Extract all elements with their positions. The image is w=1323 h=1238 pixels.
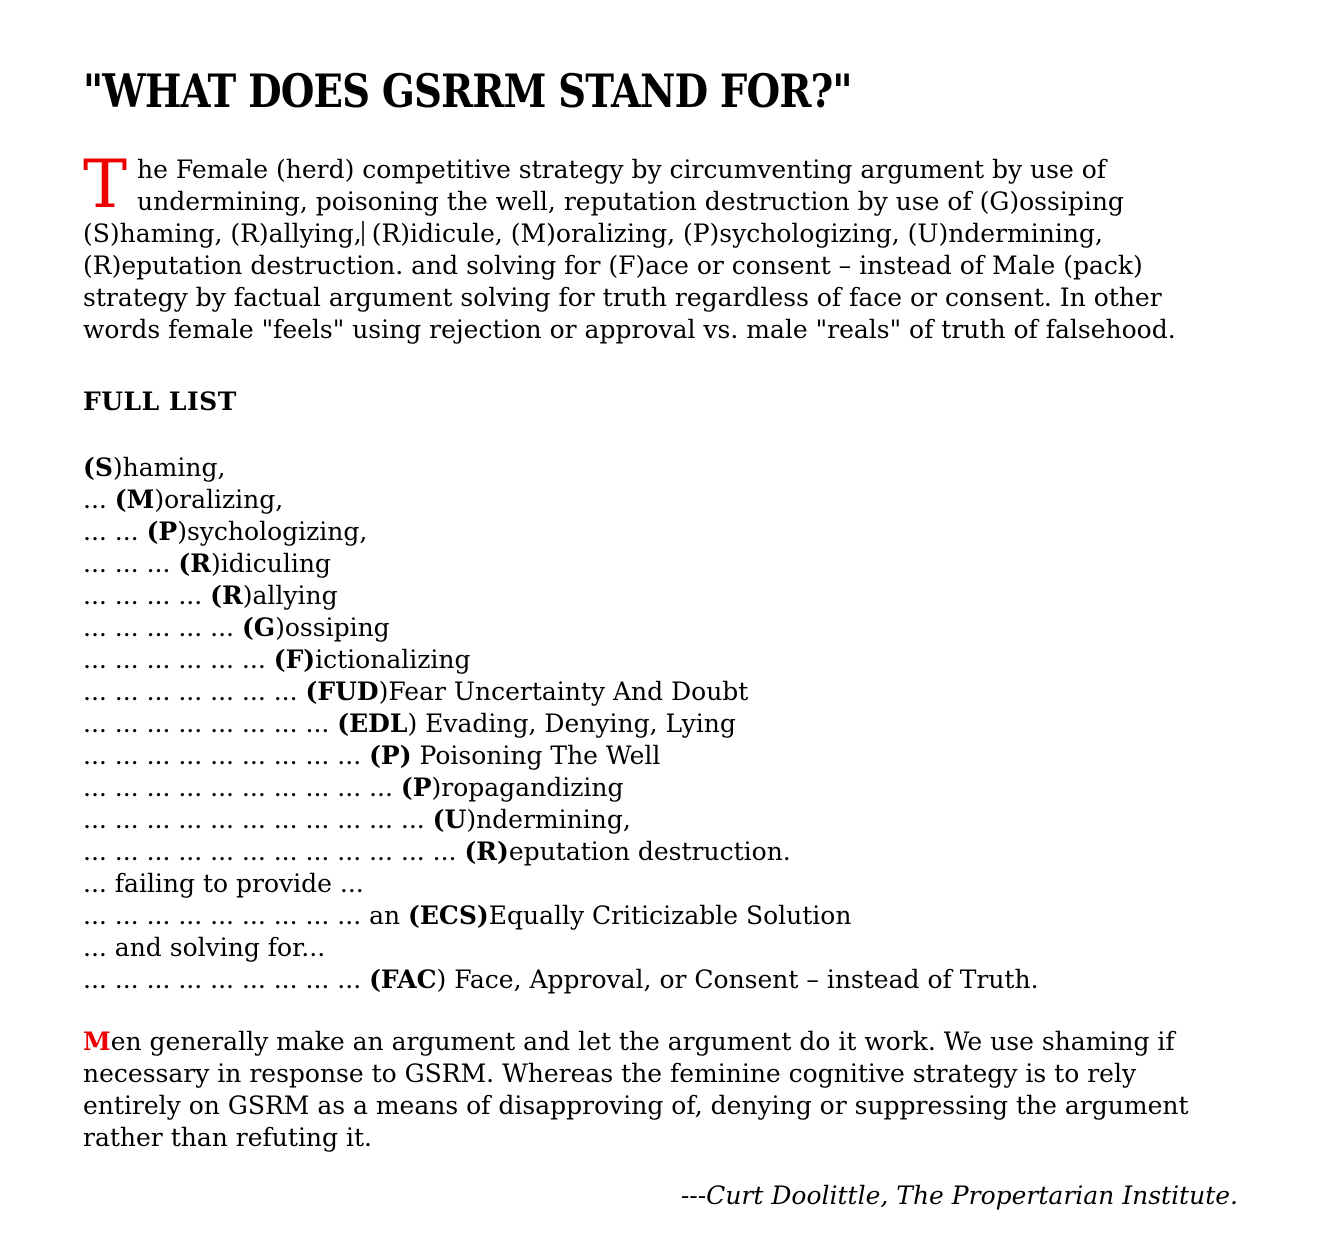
list-item-prefix: ... and solving for... [83,933,326,962]
list-item-acronym: (R [178,549,211,578]
list-item-acronym: (FAC [369,965,437,994]
list-item-text: )ropagandizing [431,773,624,802]
list-item [83,548,1238,580]
list-item [83,740,1238,772]
full-list-heading: FULL LIST [83,387,237,416]
list-item [83,900,1238,932]
list-item-acronym: (S [83,453,113,482]
list-item [83,484,1238,516]
list-item-text: )sychologizing, [177,517,368,546]
list-item-prefix: ... failing to provide ... [83,869,364,898]
list-item-text: )oralizing, [154,485,284,514]
list-item-prefix: ... ... ... ... ... ... ... ... ... ... ... ... [83,837,465,866]
list-item-acronym: (P [400,773,432,802]
list-item-text: )ossiping [275,613,390,642]
list-item-acronym: (ECS) [408,901,489,930]
list-item-text: eputation destruction. [508,837,791,866]
list-item-acronym: (R [210,581,243,610]
list-item-prefix: ... ... ... ... ... ... ... ... ... [83,741,370,770]
closing-red-initial: M [83,1027,111,1056]
gsrrm-list [83,452,1238,996]
page-title-text: "WHAT DOES GSRRM STAND FOR?" [83,64,852,118]
intro-text-after-caret: (R)idicule, (M)oralizing, (P)sychologizing, (U)ndermining, (R)eputation destruction. and solving for (F)ace or consent – instead of Male (pack) strategy by factual argument solving for truth regardless of face or consent. In other words female "feels" using rejection or approval vs. male "reals" of truth of falsehood. [83,219,1176,344]
list-item [83,804,1238,836]
list-item [83,644,1238,676]
list-item-prefix: ... ... ... ... [83,581,211,610]
list-item-prefix: ... ... ... ... ... ... ... ... ... ... ... [83,805,433,834]
list-item [83,868,1238,900]
list-item [83,676,1238,708]
list-item [83,452,1238,484]
list-item-prefix: ... ... ... ... ... ... ... [83,677,306,706]
list-item [83,836,1238,868]
list-item-prefix: ... ... ... ... ... ... ... ... ... [83,965,370,994]
list-item [83,708,1238,740]
dropcap-letter: T [83,146,128,223]
list-item-text: ) Evading, Denying, Lying [407,709,736,738]
intro-paragraph [83,146,1238,346]
list-item-text: ) Face, Approval, or Consent – instead of Truth. [436,965,1039,994]
list-item [83,964,1238,996]
list-item [83,580,1238,612]
list-item-text: )ndermining, [466,805,631,834]
attribution-line: ---Curt Doolittle, The Propertarian Institute. [680,1181,1238,1210]
list-item [83,772,1238,804]
list-item-prefix: ... ... ... ... ... ... ... ... ... an [83,901,409,930]
list-item-acronym: (FUD [305,677,379,706]
list-item-text: )Fear Uncertainty And Doubt [378,677,749,706]
list-item-acronym: (F) [273,645,316,674]
list-item-acronym: (R) [464,837,509,866]
list-item-prefix: ... ... ... ... ... [83,613,242,642]
list-item-acronym: (P [146,517,178,546]
list-item-acronym: (EDL [337,709,408,738]
list-item-acronym: (M [114,485,155,514]
list-item-prefix: ... ... ... ... ... ... ... ... ... ... [83,773,401,802]
page-title [83,64,1238,118]
list-item [83,612,1238,644]
list-item-text: Equally Criticizable Solution [488,901,852,930]
list-item-acronym: (P) [369,741,412,770]
list-item [83,932,1238,964]
list-item-text: )haming, [112,453,226,482]
closing-paragraph [83,1026,1238,1154]
list-item-acronym: (G [241,613,276,642]
list-item-prefix: ... ... [83,517,147,546]
list-item-text: )idiculing [210,549,331,578]
list-item-prefix: ... [83,485,115,514]
intro-text-before-caret: he Female (herd) competitive strategy by circumventing argument by use of undermining, poisoning the well, reputation destruction by use of (G)ossiping (S)haming, (R)allying, [83,155,1124,248]
list-item-prefix: ... ... ... [83,549,179,578]
list-item-acronym: (U [432,805,467,834]
list-item-prefix: ... ... ... ... ... ... [83,645,274,674]
list-item-text: Poisoning The Well [411,741,661,770]
closing-text: en generally make an argument and let the argument do it work. We use shaming if necessary in response to GSRM. Whereas the feminine cognitive strategy is to rely entirely on GSRM as a means of disapproving of, denying or suppressing the argument rather than refuting it. [83,1027,1189,1152]
list-item [83,516,1238,548]
list-item-prefix: ... ... ... ... ... ... ... ... [83,709,338,738]
list-item-text: )allying [242,581,338,610]
list-item-text: ictionalizing [315,645,471,674]
